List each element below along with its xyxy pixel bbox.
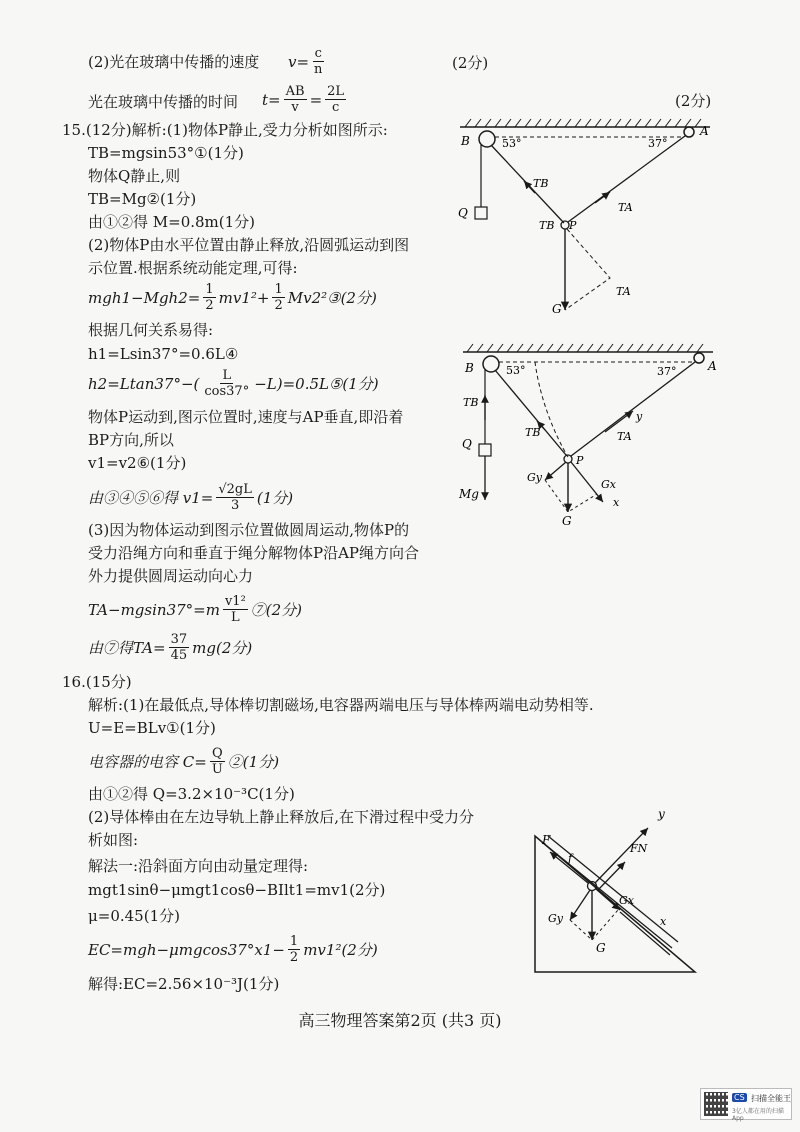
h2-rhs: −L)=0.5L⑤(1分) <box>254 375 379 393</box>
q15-energy-eq <box>88 282 377 313</box>
fig2-label-a: A <box>708 359 717 373</box>
v1-num: √2gL <box>218 482 252 497</box>
v1-den: 3 <box>230 498 240 513</box>
eq-time <box>262 84 349 115</box>
q16-cap-eq <box>88 746 279 777</box>
fig2-label-gx: Gx <box>601 478 616 491</box>
q15-p-motion-b: BP方向,所以 <box>88 431 174 449</box>
fig2-label-q: Q <box>462 437 472 451</box>
eq-time-mid: = <box>309 90 323 109</box>
q16-part1: 解析:(1)在最低点,导体棒切割磁场,电容器两端电压与导体棒两端电动势相等. <box>88 696 594 714</box>
q15-geometry: 根据几何关系易得: <box>88 321 214 339</box>
fig2-label-tb: TB <box>463 396 479 409</box>
eq-time-den1: v <box>291 100 299 115</box>
q16-method1: 解法一:沿斜面方向由动量定理得: <box>88 857 309 875</box>
ceiling-1 <box>460 119 710 127</box>
fig1-label-a: A <box>700 124 709 138</box>
energy-lhs: mgh1−Mgh2= <box>88 288 201 307</box>
pulley-b <box>479 131 495 147</box>
energy-t1: mv1²+ <box>218 288 270 307</box>
q15-p-motion-a: 物体P运动到,图示位置时,速度与AP垂直,即沿着 <box>88 408 404 426</box>
energy-n2: 1 <box>274 282 283 297</box>
energy-t2: Mv2²③(2分) <box>287 289 377 307</box>
cap-num: Q <box>211 746 223 761</box>
fig2-label-x: x <box>613 496 620 509</box>
force-parallelogram-1 <box>565 229 610 310</box>
rope-bp-2 <box>495 370 566 455</box>
arrow-gy-3 <box>570 890 590 920</box>
stamp-title: 扫描全能王 <box>751 1094 791 1103</box>
ta-lhs: TA−mgsin37°=m <box>88 600 220 619</box>
q15-part3-a: (3)因为物体运动到图示位置做圆周运动,物体P的 <box>88 521 410 539</box>
q15-part2-b: 示位置.根据系统动能定理,可得: <box>88 259 298 277</box>
stamp-subtitle: 3亿人都在用的扫描App <box>732 1108 784 1122</box>
block-q-1 <box>475 207 487 219</box>
energy-d2: 2 <box>274 298 283 313</box>
fig3-label-g: G <box>596 941 606 955</box>
eq-time-lhs: t= <box>262 90 281 109</box>
decomposition-dashes-3 <box>570 910 618 940</box>
ta2-lhs: 由⑦得TA= <box>88 639 166 657</box>
arc-path <box>535 362 568 457</box>
arrow-gy <box>545 462 566 480</box>
q15-ta2-eq <box>88 632 252 663</box>
fig3-label-f-upper: F <box>542 833 551 847</box>
eq-speed <box>288 46 327 77</box>
q15-h1-eq: h1=Lsin37°=0.6L④ <box>88 345 239 363</box>
score-2: (2分) <box>675 92 712 110</box>
fig3-label-y: y <box>658 807 665 821</box>
h2-lhs: h2=Ltan37°−( <box>88 374 200 393</box>
cap-den: U <box>211 762 223 777</box>
energy-d1: 2 <box>205 298 214 313</box>
fig2-label-mg: Mg <box>459 487 479 501</box>
arrow-gx <box>571 462 603 502</box>
h2-num: L <box>222 368 232 383</box>
scanner-stamp <box>700 1088 792 1120</box>
page-footer: 高三物理答案第2页 (共3 页) <box>298 1011 502 1030</box>
fig2-label-b: B <box>465 361 474 375</box>
q16-momentum-eq: mgt1sinθ−μmgt1cosθ−BIlt1=mv1(2分) <box>88 881 386 899</box>
fig2-angle-37: 37° <box>657 365 677 378</box>
ta2-num: 37 <box>170 632 188 647</box>
q15-part2-a: (2)物体P由水平位置由静止释放,沿圆弧运动到图 <box>88 236 410 254</box>
figure-1-static-equilibrium <box>455 115 725 330</box>
fig3-label-fn: FN <box>630 842 648 855</box>
q16-part2-a: (2)导体棒由在左边导轨上静止释放后,在下滑过程中受力分 <box>88 808 475 826</box>
ceiling-2 <box>463 344 713 352</box>
q16-ec-result: 解得:EC=2.56×10⁻³J(1分) <box>88 975 280 993</box>
fig1-label-tb: TB <box>533 177 549 190</box>
q16-u-eq: U=E=BLv①(1分) <box>88 719 216 737</box>
fig2-label-y: y <box>636 410 643 423</box>
q15-v-eq: v1=v2⑥(1分) <box>88 454 187 472</box>
line-light-time: 光在玻璃中传播的时间 <box>88 93 239 111</box>
q15-ta-eq <box>88 594 302 625</box>
fig2-label-ta: TA <box>617 430 632 443</box>
block-q-2 <box>479 444 491 456</box>
ta-den: L <box>231 610 240 625</box>
eq-speed-num: c <box>314 46 322 61</box>
q16-part2-b: 析如图: <box>88 831 139 849</box>
fig3-label-x: x <box>660 915 667 928</box>
eq-speed-lhs: v= <box>288 52 310 71</box>
eq-time-num1: AB <box>285 84 305 99</box>
pivot-a <box>684 127 694 137</box>
fig1-angle-53: 53° <box>502 137 522 150</box>
q16-q-result: 由①②得 Q=3.2×10⁻³C(1分) <box>88 785 295 803</box>
energy-n1: 1 <box>205 282 214 297</box>
score-1: (2分) <box>452 54 489 72</box>
ec-rhs: mv1²(2分) <box>303 941 378 959</box>
ec-lhs: EC=mgh−μmgcos37°x1− <box>88 940 285 959</box>
fig3-label-gy: Gy <box>548 912 564 925</box>
eq-speed-den: n <box>314 62 323 77</box>
q15-h2-eq <box>88 368 379 399</box>
fig2-label-g: G <box>562 514 572 528</box>
ec-num: 1 <box>289 934 299 949</box>
arrow-ta-1 <box>595 192 610 203</box>
stamp-badge: CS <box>734 1093 745 1102</box>
line-light-speed: (2)光在玻璃中传播的速度 <box>88 53 260 71</box>
pivot-a-2 <box>694 353 704 363</box>
q15-part3-b: 受力沿绳方向和垂直于绳分解物体P沿AP绳方向合 <box>88 544 420 562</box>
fig1-label-g: G <box>552 302 562 316</box>
fig2-label-p: P <box>576 454 584 467</box>
cap-lhs: 电容器的电容 C= <box>88 753 207 771</box>
rail-upper <box>542 842 672 948</box>
eq-time-den2: c <box>331 100 340 115</box>
ec-den: 2 <box>289 950 299 965</box>
fig3-label-gx: Gx <box>619 894 634 907</box>
h2-den: cos37° <box>204 384 250 399</box>
fig2-label-gy: Gy <box>527 471 543 484</box>
q16-ec-eq <box>88 934 378 965</box>
q15-m-result: 由①②得 M=0.8m(1分) <box>88 213 256 231</box>
ta2-rhs: mg(2分) <box>192 639 253 657</box>
arrow-ta-2 <box>605 411 633 432</box>
q15-tb2-eq: TB=Mg②(1分) <box>88 190 197 208</box>
q16-mu-result: μ=0.45(1分) <box>88 907 180 925</box>
fig1-label-ta-2: TA <box>616 285 631 298</box>
ta2-den: 45 <box>170 648 188 663</box>
figure-2-motion-position <box>455 340 725 530</box>
fig2-angle-53: 53° <box>506 364 526 377</box>
v1-rhs: (1分) <box>256 489 294 507</box>
fig1-label-b: B <box>461 134 470 148</box>
ta-num: v1² <box>224 594 246 609</box>
q15-q-static: 物体Q静止,则 <box>88 167 181 185</box>
fig1-label-q: Q <box>458 206 468 220</box>
cap-rhs: ②(1分) <box>227 753 280 771</box>
fig1-angle-37: 37° <box>648 137 668 150</box>
q15-v1-eq <box>88 482 293 513</box>
object-p-1 <box>561 221 569 229</box>
fig1-label-ta: TA <box>618 201 633 214</box>
fig2-label-tb-2: TB <box>525 426 541 439</box>
figure-3-incline-forces <box>520 800 710 980</box>
eq-time-num2: 2L <box>327 84 345 99</box>
arrow-y-axis <box>595 828 648 883</box>
q15-heading: 15.(12分)解析:(1)物体P静止,受力分析如图所示: <box>62 121 388 139</box>
qr-code-icon <box>704 1092 728 1116</box>
v1-lhs: 由③④⑤⑥得 v1= <box>88 489 214 507</box>
q15-tb-eq: TB=mgsin53°①(1分) <box>88 144 244 162</box>
fig1-label-tb-2: TB <box>539 219 555 232</box>
pulley-b-2 <box>483 356 499 372</box>
ta-rhs: ⑦(2分) <box>250 601 303 619</box>
q15-part3-c: 外力提供圆周运动向心力 <box>88 567 254 585</box>
q16-heading: 16.(15分) <box>62 673 132 691</box>
fig1-label-p: P <box>569 219 577 232</box>
fig3-label-f-lower: f <box>568 852 573 865</box>
